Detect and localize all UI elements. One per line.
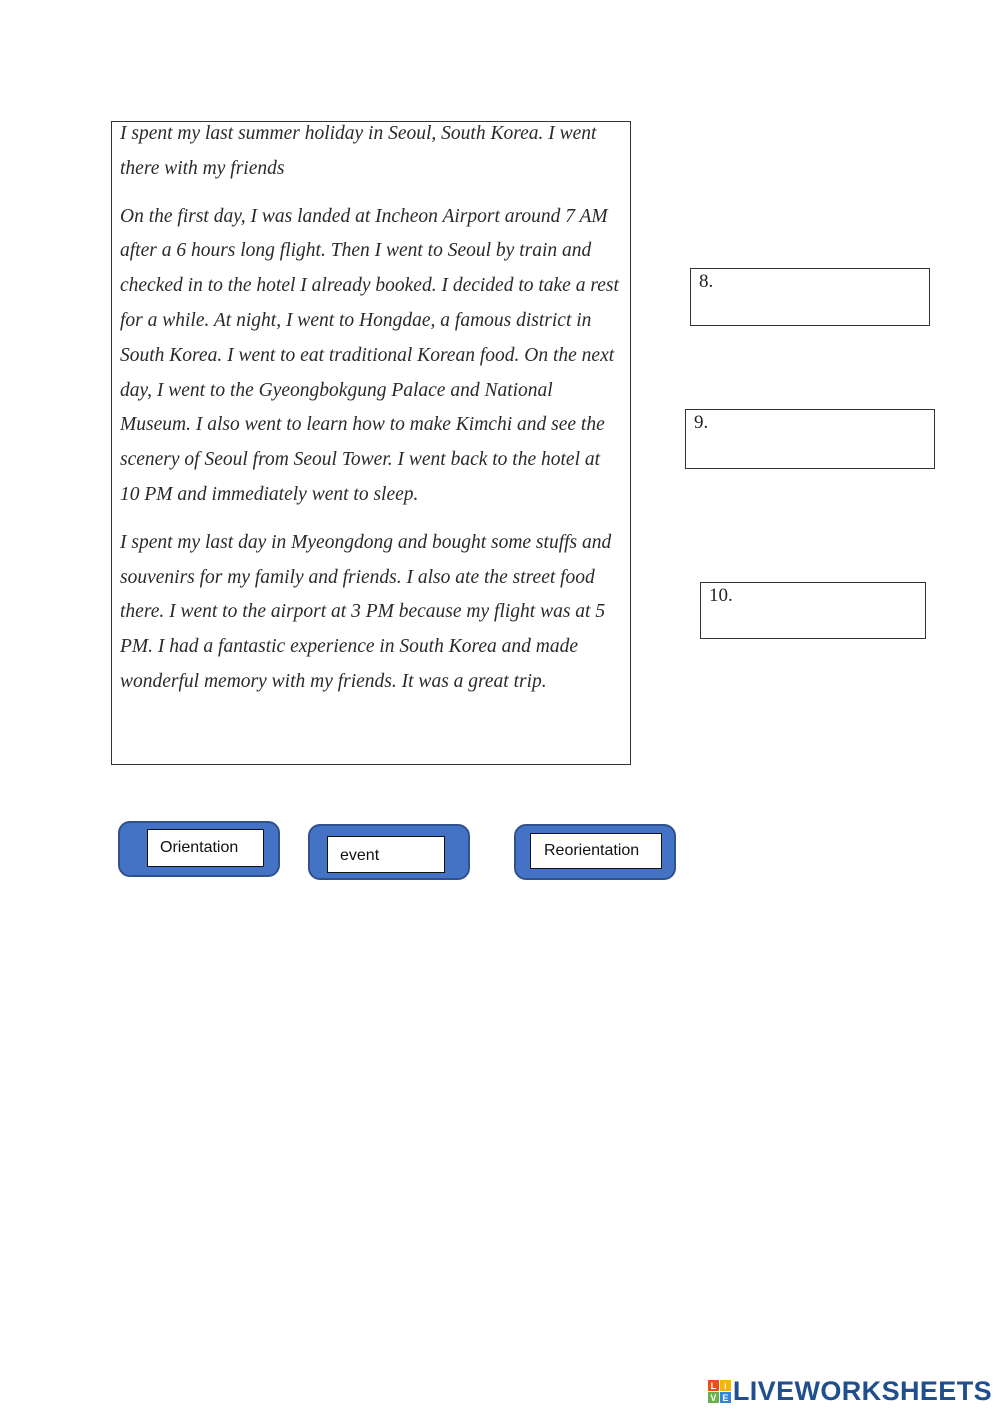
logo-letter-v: V [708,1392,719,1403]
logo-letter-l: L [708,1380,719,1391]
drag-option-orientation[interactable] [118,821,280,877]
story-paragraph-1: I spent my last summer holiday in Seoul, South Korea. I went there with my friends [120,123,597,179]
liveworksheets-logo-icon [708,1380,731,1403]
drag-option-event[interactable] [308,824,470,880]
answer-box-9[interactable]: 9. [685,409,935,469]
option-label-orientation: Orientation [147,829,264,867]
option-label-reorientation: Reorientation [530,833,662,869]
story-paragraph-2: On the first day, I was landed at Incheon Airport around 7 AM after a 6 hours long flight. Then I went to Seoul by train and checked in to the hotel I already booked. I decided to take a rest for a while. At night, I went to Hongdae, a famous district in South Korea. I went to eat traditional Korean food. On the next day, I went to the Gyeongbokgung Palace and National Museum. I also went to learn how to make Kimchi and see the scenery of Seoul from Seoul Tower. I went back to the hotel at 10 PM and immediately went to sleep. [120,205,619,505]
answer-box-8[interactable]: 8. [690,268,930,326]
option-label-event: event [327,836,445,873]
story-text-box [111,121,631,765]
drag-option-reorientation[interactable] [514,824,676,880]
brand-name: LIVEWORKSHEETS [732,1376,992,1406]
liveworksheets-logo [708,1376,992,1407]
logo-letter-i: i [720,1380,731,1391]
logo-letter-e: E [720,1392,731,1403]
story-paragraph-3: I spent my last day in Myeongdong and bought some stuffs and souvenirs for my family and friends. I also ate the street food there. I went to the airport at 3 PM because my flight was at 5 PM. I had a fantastic experience in South Korea and made wonderful memory with my friends. It was a great trip. [120,531,612,692]
answer-box-10[interactable]: 10. [700,582,926,639]
